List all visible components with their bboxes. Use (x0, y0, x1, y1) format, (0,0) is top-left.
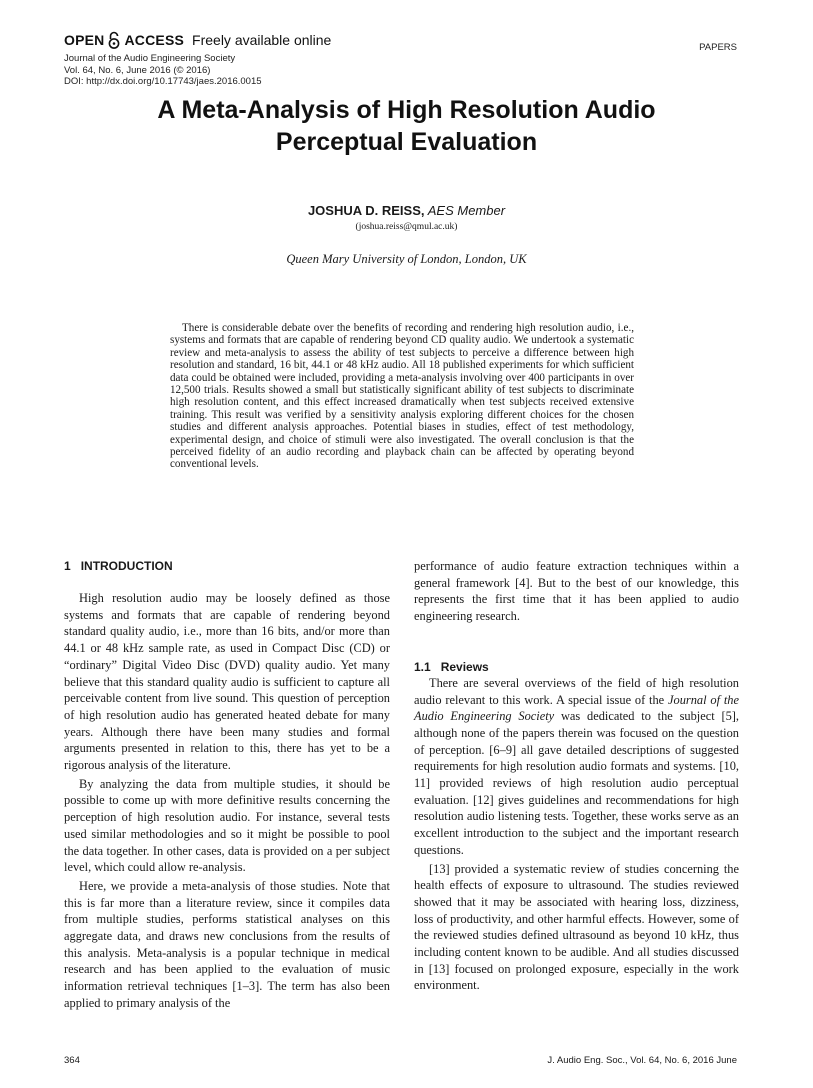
open-lock-icon (107, 31, 121, 49)
reviews-p1-part-a: There are several overviews of the field of high resolution audio relevant to this work. A special issue of the (414, 675, 739, 707)
abstract: There is considerable debate over the benefits of recording and rendering high resolution audio, i.e., systems and formats that are capable of rendering beyond CD quality audio. We undertook a systematic review and meta-analysis to assess the ability of test subjects to perceive a difference between high resolution and standard, 16 bit, 44.1 or 48 kHz audio. All 18 published experiments for which sufficient data could be obtained were included, providing a meta-analysis involving over 400 participants in over 12,500 trials. Results showed a small but statistically significant ability of test subjects to discriminate high resolution content, and this effect increased dramatically when test subjects received extensive training. This result was verified by a sensitivity analysis exploring different choices for the chosen studies and different analysis approaches. Potential biases in studies, effect of test methodology, experimental design, and choice of stimuli were also investigated. The overall conclusion is that the perceived fidelity of an audio recording and playback chain can be affected by operating beyond conventional levels. (170, 322, 634, 471)
open-access-logo (64, 30, 331, 50)
author-role: AES Member (427, 203, 506, 218)
reviews-paragraph-1 (414, 675, 739, 859)
intro-paragraph-4: performance of audio feature extraction techniques within a general framework [4]. But to the best of our knowledge, this represents the first time that it has been applied to audio engineering research. (414, 559, 739, 624)
paper-title (60, 94, 753, 158)
author-email[interactable]: (joshua.reiss@qmul.ac.uk) (355, 222, 458, 232)
freely-available-text: Freely available online (192, 32, 332, 48)
title-line-1: A Meta-Analysis of High Resolution Audio (157, 96, 656, 124)
reviews-p1-part-b: was dedicated to the subject [5], although none of the papers therein was focused on the question of perception. [6–9] all gave detailed descriptions of suggested requirements for high resolution audio formats and systems. [10, 11] provided reviews of high resolution audio perceptual evaluation. [12] gives guidelines and recommendations for high resolution audio listening tests. Together, these works serve as an excellent introduction to the subject and the important research questions. (414, 709, 739, 857)
journal-name: Journal of the Audio Engineering Society (64, 53, 236, 64)
title-line-2: Perceptual Evaluation (275, 128, 538, 156)
open-access-word-access: ACCESS (124, 32, 185, 48)
author-affiliation: Queen Mary University of London, London, UK (286, 252, 527, 266)
subsection-title: Reviews (440, 659, 489, 674)
section-number: 1 (64, 559, 71, 573)
right-column (414, 558, 739, 994)
intro-paragraph-3: Here, we provide a meta-analysis of those studies. Note that this is far more than a literature review, since it compiles data from multiple studies, performs statistical analyses on this aggregate data, and draws new conclusions from the results of this analysis. Meta-analysis is a popular technique in medical research and has been applied to the evaluation of music information retrieval techniques [1–3]. The term has also been applied to primary analysis of the (64, 878, 390, 1010)
section-heading-introduction (64, 558, 390, 574)
author-name: JOSHUA D. REISS, (307, 203, 425, 218)
journal-volume: Vol. 64, No. 6, June 2016 (© 2016) (64, 64, 211, 76)
journal-title-italic: Journal of the Audio Engineering Society (414, 692, 739, 724)
doi-link[interactable]: DOI: http://dx.doi.org/10.17743/jaes.2016.0015 (64, 76, 262, 87)
page-number: 364 (64, 1055, 80, 1066)
open-access-word-open: OPEN (64, 32, 105, 48)
footer-citation: J. Audio Eng. Soc., Vol. 64, No. 6, 2016 June (547, 1055, 737, 1066)
section-tag: PAPERS (699, 42, 737, 53)
left-column (64, 558, 390, 1012)
author-line (0, 203, 813, 219)
intro-paragraph-1: High resolution audio may be loosely defined as those systems and formats that are capable of rendering beyond standard quality audio, i.e., more than 16 bits, and/or more than 44.1 or 48 kHz sample rate, as used in Compact Disc (CD) or “ordinary” Digital Video Disc (DVD) quality audio. Yet many believe that this standard quality audio is sufficient to capture all perceivable content from live sound. This question of perception of high resolution audio has generated heated debate for many years. Although there have been many studies and formal arguments presented in relation to this, there has yet to be a rigorous analysis of the literature. (64, 591, 390, 773)
intro-paragraph-2: By analyzing the data from multiple studies, it should be possible to come up with more definitive results concerning the perception of high resolution audio. For instance, several tests used similar methodologies and so it might be possible to pool the data together. In other cases, data is provided on a per subject level, which could allow re-analysis. (64, 776, 390, 875)
subsection-heading-reviews (414, 659, 739, 675)
reviews-paragraph-2: [13] provided a systematic review of studies concerning the health effects of exposure to ultrasound. The studies reviewed showed that it may be associated with hearing loss, dizziness, loss of productivity, and other harmful effects. However, some of the reviewed studies defined ultrasound as beyond 10 kHz, thus including content known to be audible. And all studies discussed in [13] focused on prolonged exposure, especially in the work environment. (414, 861, 739, 993)
section-title: INTRODUCTION (80, 559, 173, 573)
subsection-number: 1.1 (414, 659, 431, 674)
journal-info (64, 53, 262, 88)
